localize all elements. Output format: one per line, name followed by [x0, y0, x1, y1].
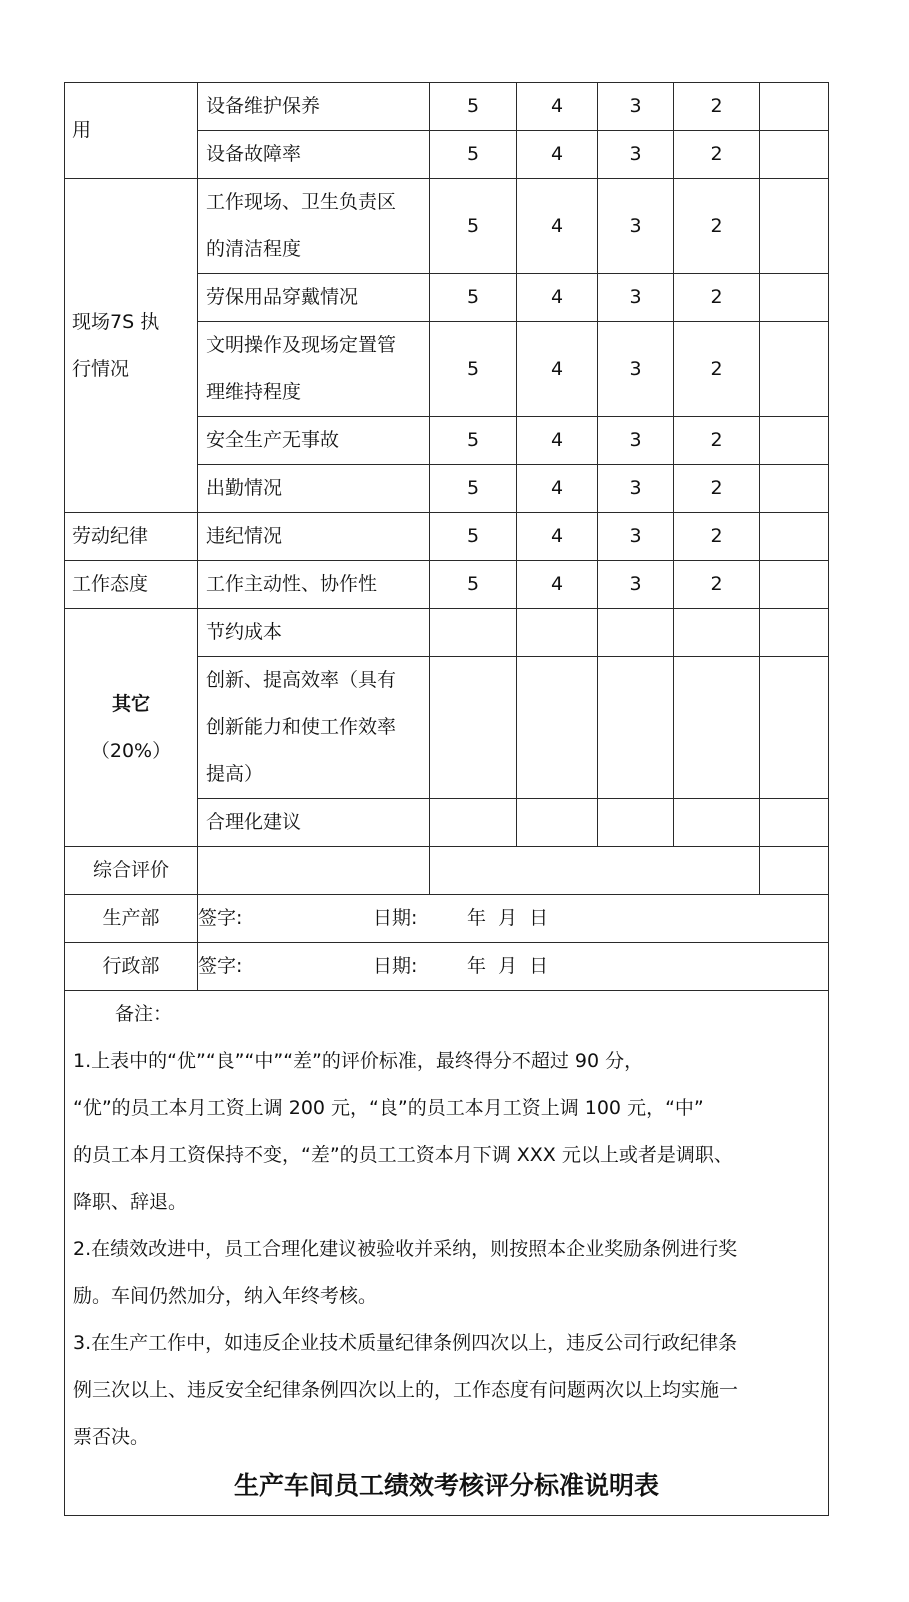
score-excellent: 5 — [430, 465, 517, 513]
notes-heading: 备注： — [115, 1003, 173, 1025]
notes-line: 励。车间仍然加分，纳入年终考核。 — [73, 1285, 378, 1307]
sign-row — [65, 895, 829, 943]
table-row — [65, 83, 829, 131]
item-cell: 合理化建议 — [198, 799, 430, 847]
score-poor: 2 — [674, 417, 760, 465]
item-cell: 工作主动性、协作性 — [198, 561, 430, 609]
score-excellent: 5 — [430, 322, 517, 417]
score-poor: 2 — [674, 561, 760, 609]
score-medium: 3 — [598, 465, 674, 513]
score-cell — [517, 799, 598, 847]
score-excellent: 5 — [430, 179, 517, 274]
table-row — [65, 561, 829, 609]
sign-label: 签字: — [198, 907, 243, 929]
category-line: 行情况 — [72, 357, 130, 380]
signature-line — [198, 943, 829, 991]
summary-score-cell — [430, 847, 760, 895]
date-label: 日期: — [373, 955, 418, 977]
score-good: 4 — [517, 179, 598, 274]
item-cell — [198, 179, 430, 274]
category-cell: 用 — [65, 83, 198, 179]
table-row — [65, 179, 829, 274]
score-medium: 3 — [598, 561, 674, 609]
item-cell: 违纪情况 — [198, 513, 430, 561]
score-excellent: 5 — [430, 561, 517, 609]
item-line: 工作现场、卫生负责区 — [206, 191, 397, 213]
item-cell: 节约成本 — [198, 609, 430, 657]
score-medium: 3 — [598, 322, 674, 417]
item-line: 理维持程度 — [206, 381, 302, 403]
score-good: 4 — [517, 322, 598, 417]
item-line: 创新能力和使工作效率 — [206, 716, 397, 738]
score-cell — [598, 799, 674, 847]
signature-line — [198, 895, 829, 943]
score-good: 4 — [517, 465, 598, 513]
notes-line: 1.上表中的“优”“良”“中”“差”的评价标准，最终得分不超过 90 分， — [73, 1050, 644, 1072]
item-cell: 安全生产无事故 — [198, 417, 430, 465]
score-poor: 2 — [674, 179, 760, 274]
date-fields: 年 月 日 — [467, 955, 549, 977]
item-cell: 出勤情况 — [198, 465, 430, 513]
score-final — [760, 131, 829, 179]
notes-block — [65, 991, 828, 1461]
score-excellent: 5 — [430, 274, 517, 322]
item-cell — [198, 657, 430, 799]
score-good: 4 — [517, 83, 598, 131]
item-cell — [198, 322, 430, 417]
item-line: 提高） — [206, 763, 264, 785]
evaluation-table — [64, 82, 829, 1516]
item-line: 文明操作及现场定置管 — [206, 334, 397, 356]
item-line: 创新、提高效率（具有 — [206, 669, 397, 691]
sign-label: 签字: — [198, 955, 243, 977]
category-cell — [65, 179, 198, 513]
notes-line: 的员工本月工资保持不变，“差”的员工工资本月下调 XXX 元以上或者是调职、 — [73, 1144, 733, 1166]
score-cell — [760, 657, 829, 799]
category-cell: 工作态度 — [65, 561, 198, 609]
score-medium: 3 — [598, 179, 674, 274]
score-good: 4 — [517, 561, 598, 609]
score-final — [760, 417, 829, 465]
score-cell — [674, 657, 760, 799]
category-line: 其它 — [111, 692, 150, 715]
notes-line: 2.在绩效改进中，员工合理化建议被验收并采纳，则按照本企业奖励条例进行奖 — [73, 1238, 738, 1260]
document-title: 生产车间员工绩效考核评分标准说明表 — [233, 1471, 659, 1500]
score-cell — [760, 799, 829, 847]
score-final — [760, 83, 829, 131]
table-row — [65, 609, 829, 657]
table-row — [65, 513, 829, 561]
score-good: 4 — [517, 513, 598, 561]
item-line: 的清洁程度 — [206, 238, 302, 260]
item-cell: 设备维护保养 — [198, 83, 430, 131]
score-medium: 3 — [598, 131, 674, 179]
dept-label: 生产部 — [65, 895, 198, 943]
item-cell: 劳保用品穿戴情况 — [198, 274, 430, 322]
score-medium: 3 — [598, 513, 674, 561]
dept-label: 行政部 — [65, 943, 198, 991]
sign-row — [65, 943, 829, 991]
score-final — [760, 179, 829, 274]
score-final — [760, 513, 829, 561]
item-cell: 设备故障率 — [198, 131, 430, 179]
notes-line: 票否决。 — [73, 1426, 150, 1448]
score-poor: 2 — [674, 513, 760, 561]
score-cell — [517, 609, 598, 657]
score-poor: 2 — [674, 465, 760, 513]
category-cell: 劳动纪律 — [65, 513, 198, 561]
score-cell — [430, 609, 517, 657]
score-final — [760, 465, 829, 513]
score-cell — [430, 799, 517, 847]
score-excellent: 5 — [430, 83, 517, 131]
score-cell — [598, 657, 674, 799]
score-cell — [674, 799, 760, 847]
score-medium: 3 — [598, 274, 674, 322]
summary-final-cell — [760, 847, 829, 895]
score-cell — [430, 657, 517, 799]
score-cell — [598, 609, 674, 657]
category-line: 现场7S 执 — [72, 310, 160, 333]
score-good: 4 — [517, 131, 598, 179]
notes-line: 例三次以上、违反安全纪律条例四次以上的，工作态度有问题两次以上均实施一 — [73, 1379, 739, 1401]
score-medium: 3 — [598, 83, 674, 131]
score-poor: 2 — [674, 131, 760, 179]
score-cell — [760, 609, 829, 657]
score-cell — [517, 657, 598, 799]
score-poor: 2 — [674, 274, 760, 322]
score-medium: 3 — [598, 417, 674, 465]
category-cell — [65, 609, 198, 847]
score-poor: 2 — [674, 83, 760, 131]
category-line: （20%） — [90, 739, 172, 762]
summary-row — [65, 847, 829, 895]
score-poor: 2 — [674, 322, 760, 417]
date-label: 日期: — [373, 907, 418, 929]
score-excellent: 5 — [430, 131, 517, 179]
summary-item-cell — [198, 847, 430, 895]
notes-line: 降职、辞退。 — [73, 1191, 188, 1213]
notes-line: 3.在生产工作中，如违反企业技术质量纪律条例四次以上，违反公司行政纪律条 — [73, 1332, 738, 1354]
score-final — [760, 322, 829, 417]
score-excellent: 5 — [430, 513, 517, 561]
score-cell — [674, 609, 760, 657]
date-fields: 年 月 日 — [467, 907, 549, 929]
score-good: 4 — [517, 417, 598, 465]
notes-row — [65, 991, 829, 1516]
score-good: 4 — [517, 274, 598, 322]
notes-line: “优”的员工本月工资上调 200 元，“良”的员工本月工资上调 100 元，“中” — [73, 1097, 704, 1119]
summary-label: 综合评价 — [65, 847, 198, 895]
notes-cell — [65, 991, 829, 1516]
score-final — [760, 274, 829, 322]
score-excellent: 5 — [430, 417, 517, 465]
score-final — [760, 561, 829, 609]
